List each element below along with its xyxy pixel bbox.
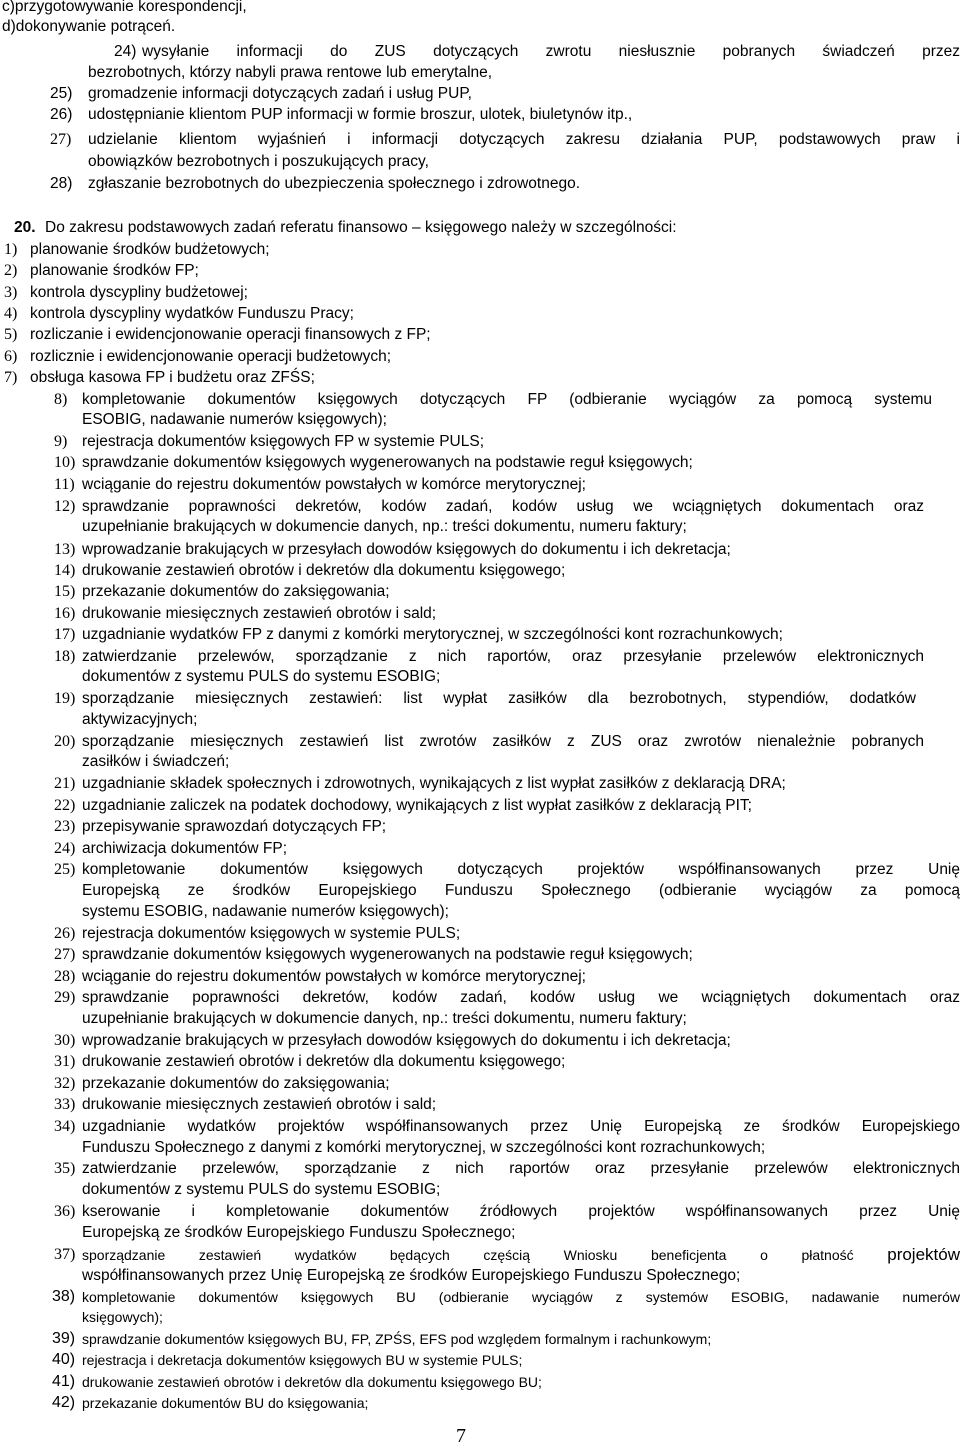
list-item-number: 30) — [54, 1032, 76, 1049]
list-item-text: planowanie środków budżetowych; — [30, 241, 270, 258]
list-item-number: 20) — [54, 733, 76, 750]
list-item-text-cont: uzupełnianie brakujących w dokumencie danych, np.: treści dokumentu, numeru faktury; — [82, 518, 687, 535]
list-item-text: gromadzenie informacji dotyczących zadań i usług PUP, — [88, 85, 472, 102]
list-item-text: sprawdzanie dokumentów księgowych BU, FP, ZPŚS, EFS pod względem formalnym i rachunkowym; — [82, 1331, 712, 1347]
list-item-text: drukowanie zestawień obrotów i dekretów dla dokumentu księgowego; — [82, 562, 566, 579]
list-item-number: 28) — [50, 175, 73, 192]
list-item-text: przepisywanie sprawozdań dotyczących FP; — [82, 818, 387, 835]
list-item-number: 24) — [54, 840, 76, 857]
list-item-number: 6) — [4, 348, 18, 365]
list-item-text: kompletowanie dokumentów księgowych dotyczących projektów współfinansowanych przez Unię — [82, 861, 960, 878]
list-item-text-cont: Europejską ze środków Europejskiego Funduszu Społecznego; — [82, 1224, 516, 1241]
list-item-text: rozliczanie i ewidencjonowanie operacji finansowych z FP; — [30, 326, 431, 343]
list-item-number: 29) — [54, 989, 76, 1006]
list-item-number: 23) — [54, 818, 76, 835]
list-item-text: wciąganie do rejestru dokumentów powstałych w komórce merytorycznej; — [82, 476, 586, 493]
list-item-text-part: sporządzanie zestawień wydatków będących częścią Wniosku beneficjenta o płatność — [82, 1247, 888, 1263]
list-item-text: obsługa kasowa FP i budżetu oraz ZFŚS; — [30, 369, 315, 386]
list-item-number: 1) — [4, 241, 18, 258]
list-item-text: uzgadnianie składek społecznych i zdrowotnych, wynikających z list wypłat zasiłków z deklaracją DRA; — [82, 775, 786, 792]
list-item-text: planowanie środków FP; — [30, 262, 199, 279]
line-c: c)przygotowywanie korespondencji, — [2, 0, 247, 15]
list-item-number: 31) — [54, 1053, 76, 1070]
list-item-number: 19) — [54, 690, 76, 707]
list-item-number: 4) — [4, 305, 18, 322]
list-item-text: drukowanie miesięcznych zestawień obrotów i sald; — [82, 1096, 437, 1113]
list-item-text: uzgadnianie zaliczek na podatek dochodowy, wynikających z list wypłat zasiłków z deklaracją PIT; — [82, 797, 752, 814]
list-item-text: kompletowanie dokumentów księgowych BU (odbieranie wyciągów z systemów ESOBIG, nadawanie numerów — [82, 1289, 960, 1305]
list-item-number: 7) — [4, 369, 18, 386]
list-item-text: kontrola dyscypliny wydatków Funduszu Pracy; — [30, 305, 354, 322]
list-item-number: 37) — [54, 1246, 76, 1263]
list-item-text-cont: dokumentów z systemu PULS do systemu ESOBIG; — [82, 1181, 441, 1198]
list-item-text: rejestracja i dekretacja dokumentów księgowych BU w systemie PULS; — [82, 1352, 523, 1368]
list-item-text: przekazanie dokumentów do zaksięgowania; — [82, 583, 390, 600]
list-item-text — [82, 1245, 960, 1266]
list-item-number: 25) — [54, 861, 76, 878]
list-item-number: 40) — [52, 1351, 76, 1368]
list-item-text: kompletowanie dokumentów księgowych dotyczących FP (odbieranie wyciągów za pomocą systemu — [82, 391, 932, 408]
list-item-number: 9) — [54, 433, 68, 450]
list-item-number: 27) — [54, 946, 76, 963]
list-item-text-cont: Europejską ze środków Europejskiego Funduszu Społecznego (odbieranie wyciągów za pomocą — [82, 882, 960, 899]
list-item-text-cont: Funduszu Społecznego z danymi z komórki merytorycznej, w szczególności kont rozrachunkowych; — [82, 1139, 766, 1156]
list-item-text-cont: aktywizacyjnych; — [82, 711, 198, 728]
list-item-number: 10) — [54, 454, 76, 471]
section-heading: Do zakresu podstawowych zadań referatu finansowo – księgowego należy w szczególności: — [45, 219, 677, 236]
list-item-number: 28) — [54, 968, 76, 985]
line-d: d)dokonywanie potrąceń. — [2, 18, 176, 35]
list-item-number: 32) — [54, 1075, 76, 1092]
list-item-text: zgłaszanie bezrobotnych do ubezpieczenia społecznego i zdrowotnego. — [88, 175, 581, 192]
list-item-text-cont: systemu ESOBIG, nadawanie numerów księgowych); — [82, 903, 449, 920]
list-item-number: 8) — [54, 391, 68, 408]
list-item-text-cont: obowiązków bezrobotnych i poszukujących pracy, — [88, 153, 429, 170]
list-item-text: zatwierdzanie przelewów, sporządzanie z nich raportów oraz przesyłanie przelewów elektronicznych — [82, 1160, 960, 1177]
list-item-text: drukowanie zestawień obrotów i dekretów dla dokumentu księgowego; — [82, 1053, 566, 1070]
list-item-text: rozlicznie i ewidencjonowanie operacji budżetowych; — [30, 348, 392, 365]
list-item-text: sporządzanie miesięcznych zestawień list zwrotów zasiłków z ZUS oraz zwrotów nienależnie pobranych — [82, 733, 924, 750]
list-item-number: 42) — [52, 1394, 76, 1411]
list-item-number: 26) — [54, 925, 76, 942]
list-item-number: 17) — [54, 626, 76, 643]
list-item-number: 11) — [54, 476, 75, 493]
list-item-text: uzgadnianie wydatków projektów współfinansowanych przez Unię Europejską ze środków Europejskiego — [82, 1118, 960, 1135]
section-number: 20. — [14, 219, 36, 236]
list-item-text: rejestracja dokumentów księgowych w systemie PULS; — [82, 925, 461, 942]
list-item-text: sprawdzanie poprawności dekretów, kodów zadań, kodów usług we wciągniętych dokumentach oraz — [82, 498, 924, 515]
list-item-number: 38) — [52, 1288, 76, 1305]
list-item-number: 3) — [4, 284, 18, 301]
list-item-text-cont: uzupełnianie brakujących w dokumencie danych, np.: treści dokumentu, numeru faktury; — [82, 1010, 687, 1027]
list-item-number: 21) — [54, 775, 76, 792]
list-item-number: 16) — [54, 605, 76, 622]
list-item-number: 15) — [54, 583, 76, 600]
list-item-number: 12) — [54, 498, 76, 515]
list-item-text: sprawdzanie dokumentów księgowych wygenerowanych na podstawie reguł księgowych; — [82, 454, 693, 471]
list-item-number: 39) — [52, 1330, 76, 1347]
list-item-text: kontrola dyscypliny budżetowej; — [30, 284, 248, 301]
list-item-text: przekazanie dokumentów BU do księgowania; — [82, 1395, 369, 1411]
list-item-number: 13) — [54, 541, 76, 558]
list-item-text: kserowanie i kompletowanie dokumentów źródłowych projektów współfinansowanych przez Unię — [82, 1203, 960, 1220]
list-item-text: wysyłanie informacji do ZUS dotyczących zwrotu niesłusznie pobranych świadczeń przez — [142, 43, 960, 60]
list-item-number: 26) — [50, 106, 73, 123]
list-item-number: 24) — [114, 43, 137, 60]
list-item-text: udostępnianie klientom PUP informacji w formie broszur, ulotek, biuletynów itp., — [88, 106, 633, 123]
list-item-number: 27) — [50, 131, 72, 148]
list-item-text: drukowanie zestawień obrotów i dekretów dla dokumentu księgowego BU; — [82, 1374, 542, 1390]
list-item-text: uzgadnianie wydatków FP z danymi z komórki merytorycznej, w szczególności kont rozrachunkowych; — [82, 626, 783, 643]
list-item-text: archiwizacja dokumentów FP; — [82, 840, 288, 857]
list-item-text: udzielanie klientom wyjaśnień i informacji dotyczących zakresu działania PUP, podstawowych praw i — [88, 131, 960, 148]
list-item-text: rejestracja dokumentów księgowych FP w systemie PULS; — [82, 433, 485, 450]
list-item-text: drukowanie miesięcznych zestawień obrotów i sald; — [82, 605, 437, 622]
list-item-text: wprowadzanie brakujących w przesyłach dowodów księgowych do dokumentu i ich dekretacja; — [82, 541, 731, 558]
list-item-number: 41) — [52, 1373, 76, 1390]
list-item-text: sporządzanie miesięcznych zestawień: list wypłat zasiłków dla bezrobotnych, stypendiów, dodatków — [82, 690, 916, 707]
list-item-number: 36) — [54, 1203, 76, 1220]
list-item-text: wciąganie do rejestru dokumentów powstałych w komórce merytorycznej; — [82, 968, 586, 985]
list-item-text-cont: współfinansowanych przez Unię Europejską ze środków Europejskiego Funduszu Społecznego; — [82, 1267, 741, 1284]
list-item-text: sprawdzanie poprawności dekretów, kodów zadań, kodów usług we wciągniętych dokumentach oraz — [82, 989, 960, 1006]
list-item-text-part: projektów — [887, 1245, 960, 1264]
list-item-number: 34) — [54, 1118, 76, 1135]
list-item-text-cont: księgowych); — [82, 1309, 163, 1325]
list-item-text: przekazanie dokumentów do zaksięgowania; — [82, 1075, 390, 1092]
list-item-number: 35) — [54, 1160, 76, 1177]
list-item-number: 2) — [4, 262, 18, 279]
list-item-text-cont: bezrobotnych, którzy nabyli prawa rentowe lub emerytalne, — [88, 64, 493, 81]
list-item-number: 14) — [54, 562, 76, 579]
list-item-text: sprawdzanie dokumentów księgowych wygenerowanych na podstawie reguł księgowych; — [82, 946, 693, 963]
list-item-number: 5) — [4, 326, 18, 343]
list-item-text-cont: ESOBIG, nadawanie numerów księgowych); — [82, 411, 387, 428]
list-item-text: zatwierdzanie przelewów, sporządzanie z nich raportów, oraz przesyłanie przelewów elektronicznych — [82, 648, 924, 665]
list-item-text: wprowadzanie brakujących w przesyłach dowodów księgowych do dokumentu i ich dekretacja; — [82, 1032, 731, 1049]
page-number: 7 — [456, 1425, 466, 1447]
list-item-text-cont: zasiłków i świadczeń; — [82, 753, 230, 770]
list-item-text-cont: dokumentów z systemu PULS do systemu ESOBIG; — [82, 668, 441, 685]
list-item-number: 22) — [54, 797, 76, 814]
list-item-number: 18) — [54, 648, 76, 665]
list-item-number: 33) — [54, 1096, 76, 1113]
list-item-number: 25) — [50, 85, 73, 102]
